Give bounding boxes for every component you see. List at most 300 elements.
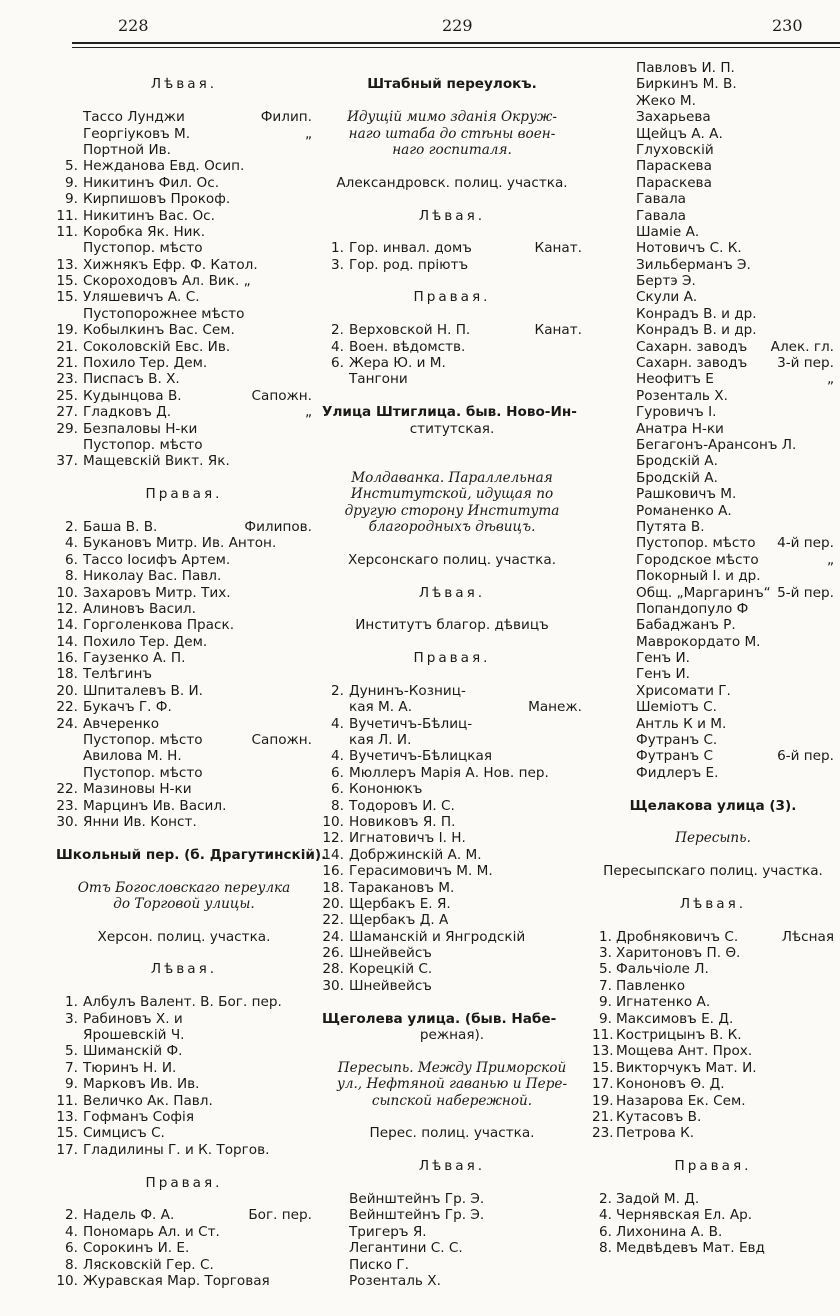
directory-entry bbox=[322, 1191, 582, 1207]
blank-line bbox=[592, 1175, 834, 1191]
entry-name: Шеміотъ С. bbox=[636, 699, 717, 716]
house-number: 8. bbox=[599, 1240, 612, 1257]
section-description: Институтской, идущая по bbox=[350, 486, 554, 503]
directory-entry bbox=[592, 355, 834, 371]
house-number: 16. bbox=[322, 863, 344, 880]
entry-name: Максимовъ Е. Д. bbox=[616, 1010, 734, 1027]
blank-line bbox=[322, 437, 582, 453]
house-number: 9. bbox=[65, 174, 78, 191]
directory-entry bbox=[592, 437, 834, 453]
entry-name: Чернявская Ел. Ар. bbox=[616, 1207, 753, 1224]
house-number: 2. bbox=[331, 682, 344, 699]
blank-line bbox=[592, 912, 834, 928]
house-number: 5. bbox=[599, 961, 612, 978]
blank-line bbox=[322, 388, 582, 404]
entry-name: Дробняковичъ С. bbox=[616, 928, 739, 945]
house-number: 2. bbox=[65, 518, 78, 535]
directory-entry bbox=[592, 175, 834, 191]
directory-entry bbox=[56, 355, 312, 371]
blank-line bbox=[322, 224, 582, 240]
house-number: 15. bbox=[56, 1125, 78, 1142]
entry-name: Фидлеръ Е. bbox=[636, 764, 719, 781]
entry-name: Мащевскій Викт. Як. bbox=[83, 453, 230, 470]
entry-name: Розенталь Х. bbox=[349, 1272, 441, 1289]
directory-entry bbox=[56, 634, 312, 650]
entry-name: Легантини С. С. bbox=[349, 1240, 463, 1257]
entry-name: Жеко М. bbox=[636, 92, 696, 109]
house-number: 1. bbox=[65, 994, 78, 1011]
entry-name: Конрадъ В. и др. bbox=[636, 322, 757, 339]
entry-name: Захарьева bbox=[636, 109, 711, 126]
house-number: 25. bbox=[56, 387, 78, 404]
directory-entry bbox=[56, 748, 312, 764]
directory-entry bbox=[322, 240, 582, 256]
entry-name: Павленко bbox=[616, 977, 686, 994]
entry-name: Пустопор. мѣсто bbox=[83, 436, 203, 453]
directory-entry bbox=[56, 732, 312, 748]
directory-entry bbox=[56, 224, 312, 240]
directory-entry bbox=[592, 93, 834, 109]
house-number: 16. bbox=[56, 650, 78, 667]
entry-name: Шпиталевъ В. И. bbox=[83, 682, 203, 699]
entry-name: Кононовъ Θ. Д. bbox=[616, 1076, 725, 1093]
entry-note: 5-й пер. bbox=[777, 584, 834, 601]
entry-name: Медвѣдевъ Мат. Евд bbox=[616, 1240, 765, 1257]
house-number: 10. bbox=[322, 813, 344, 830]
directory-entry bbox=[592, 1076, 834, 1092]
entry-name: Щейцъ А. А. bbox=[636, 125, 723, 142]
entry-name: Гладилины Г. и К. Торгов. bbox=[83, 1141, 270, 1158]
entry-note: „ bbox=[304, 404, 312, 421]
entry-name: Павловъ И. П. bbox=[636, 60, 735, 76]
entry-name: Кострицынъ В. К. bbox=[616, 1027, 742, 1044]
directory-entry bbox=[322, 732, 582, 748]
house-number: 19. bbox=[592, 1092, 614, 1109]
house-number: 30. bbox=[56, 813, 78, 830]
entry-name: Игнатенко А. bbox=[616, 994, 711, 1011]
directory-entry bbox=[592, 1027, 834, 1043]
directory-entry bbox=[322, 765, 582, 781]
entry-note: Сапожн. bbox=[251, 732, 312, 749]
blank-line bbox=[592, 781, 834, 797]
entry-name: Захаровъ Митр. Тих. bbox=[83, 584, 231, 601]
directory-entry bbox=[322, 257, 582, 273]
blank-line bbox=[56, 863, 312, 879]
house-number: 9. bbox=[599, 1010, 612, 1027]
column-right bbox=[592, 60, 834, 1257]
directory-entry bbox=[592, 568, 834, 584]
directory-entry bbox=[56, 191, 312, 207]
entry-name: Кирпишовъ Прокоф. bbox=[83, 191, 231, 208]
house-number: 28. bbox=[322, 961, 344, 978]
directory-entry bbox=[322, 1207, 582, 1223]
section-label: Лѣвая. bbox=[418, 207, 486, 224]
directory-entry bbox=[56, 519, 312, 535]
entry-name: Шнейвейсъ bbox=[349, 945, 432, 962]
section-label: ститутская. bbox=[409, 420, 495, 437]
house-number: 13. bbox=[56, 1109, 78, 1125]
entry-name: Пустопор. мѣсто bbox=[83, 764, 203, 781]
directory-entry bbox=[592, 552, 834, 568]
directory-entry bbox=[322, 814, 582, 830]
house-number: 11. bbox=[56, 207, 78, 224]
entry-name: Тангони bbox=[349, 371, 408, 388]
entry-name: Неофитъ Е bbox=[636, 371, 714, 388]
house-number: 9. bbox=[65, 1076, 78, 1093]
house-number: 17. bbox=[56, 1141, 78, 1158]
entry-name: Пустопор. мѣсто bbox=[636, 535, 756, 552]
directory-entry bbox=[56, 765, 312, 781]
blank-line bbox=[322, 191, 582, 207]
entry-name: Розенталь Х. bbox=[636, 387, 728, 404]
entry-name: Телѣгинъ bbox=[83, 666, 152, 683]
directory-entry bbox=[56, 1224, 312, 1240]
directory-entry bbox=[322, 781, 582, 797]
directory-entry bbox=[56, 617, 312, 633]
directory-entry bbox=[592, 158, 834, 174]
section-label: Александровск. полиц. участка. bbox=[336, 174, 568, 191]
entry-name: Новиковъ Я. П. bbox=[349, 813, 456, 830]
house-number: 12. bbox=[322, 830, 344, 847]
directory-entry bbox=[592, 388, 834, 404]
blank-line bbox=[56, 470, 312, 486]
house-number: 13. bbox=[56, 256, 78, 273]
directory-entry bbox=[56, 453, 312, 469]
entry-name: Лясковскій Гер. С. bbox=[83, 1256, 214, 1273]
directory-entry bbox=[592, 503, 834, 519]
directory-entry bbox=[56, 1076, 312, 1092]
entry-name: Анатра Н-ки bbox=[636, 420, 724, 437]
entry-name: Нотовичъ С. К. bbox=[636, 240, 742, 257]
section-label: Лѣвая. bbox=[418, 584, 486, 601]
directory-entry bbox=[56, 781, 312, 797]
entry-name: Бабаджанъ Р. bbox=[636, 617, 736, 634]
directory-entry bbox=[56, 158, 312, 174]
entry-name: Параскева bbox=[636, 158, 712, 175]
section-label: Перес. полиц. участка. bbox=[369, 1125, 535, 1142]
entry-name: Бегагонъ-Арансонъ Л. bbox=[636, 436, 797, 453]
section-label: Лѣвая. bbox=[418, 1158, 486, 1175]
entry-name: Викторчукъ Мат. И. bbox=[616, 1059, 757, 1076]
house-number: 7. bbox=[599, 977, 612, 994]
entry-name: Бродскій А. bbox=[636, 469, 718, 486]
house-number: 3. bbox=[65, 1010, 78, 1027]
house-number: 14. bbox=[322, 846, 344, 863]
house-number: 23. bbox=[592, 1125, 614, 1142]
directory-entry bbox=[56, 666, 312, 682]
directory-entry bbox=[592, 961, 834, 977]
directory-entry bbox=[592, 142, 834, 158]
section-description: благородныхъ дѣвицъ. bbox=[368, 518, 536, 535]
house-number: 6. bbox=[65, 551, 78, 568]
entry-name: Сахарн. заводъ bbox=[636, 355, 748, 372]
blank-line bbox=[322, 1142, 582, 1158]
entry-name: Гор. род. пріютъ bbox=[349, 256, 469, 273]
entry-name: Уляшевичъ А. С. bbox=[83, 289, 200, 306]
entry-name: Тассо Іосифъ Артем. bbox=[83, 551, 231, 568]
house-number: 6. bbox=[65, 1240, 78, 1257]
directory-entry bbox=[322, 1240, 582, 1256]
house-number: 27. bbox=[56, 404, 78, 421]
directory-entry bbox=[56, 257, 312, 273]
directory-entry bbox=[592, 601, 834, 617]
entry-name: Похило Тер. Дем. bbox=[83, 633, 208, 650]
directory-entry bbox=[592, 339, 834, 355]
page-number-228: 228 bbox=[118, 16, 149, 35]
directory-entry bbox=[56, 568, 312, 584]
section-description: Пересыпь. bbox=[675, 830, 751, 847]
entry-note: Манеж. bbox=[528, 699, 582, 716]
entry-name: Путята В. bbox=[636, 518, 705, 535]
blank-line bbox=[322, 1043, 582, 1059]
entry-name: Генъ И. bbox=[636, 666, 690, 683]
blank-line bbox=[56, 60, 312, 76]
directory-entry bbox=[592, 1043, 834, 1059]
entry-name: Пустопор. мѣсто bbox=[83, 732, 203, 749]
directory-entry bbox=[56, 289, 312, 305]
directory-entry bbox=[592, 1093, 834, 1109]
entry-name: Футранъ С. bbox=[636, 732, 718, 749]
section-label: Лѣвая. bbox=[150, 76, 218, 93]
entry-name: Скули А. bbox=[636, 289, 698, 306]
entry-name: Гладковъ Д. bbox=[83, 404, 172, 421]
entry-name: Писко Г. bbox=[349, 1256, 409, 1273]
directory-entry bbox=[56, 208, 312, 224]
house-number: 17. bbox=[592, 1076, 614, 1093]
entry-name: Школьный пер. (б. Драгутинскій). bbox=[56, 846, 327, 863]
entry-name: Кутасовъ В. bbox=[616, 1109, 702, 1125]
entry-name: Антль К и М. bbox=[636, 715, 727, 732]
directory-entry bbox=[56, 109, 312, 125]
directory-entry bbox=[56, 175, 312, 191]
entry-name: Гофманъ Софія bbox=[83, 1109, 195, 1125]
directory-entry bbox=[322, 1273, 582, 1289]
directory-entry bbox=[56, 371, 312, 387]
blank-line bbox=[56, 830, 312, 846]
house-number: 5. bbox=[65, 1043, 78, 1060]
entry-name: Симцисъ С. bbox=[83, 1125, 165, 1142]
directory-entry bbox=[56, 1043, 312, 1059]
entry-name: Покорный І. и др. bbox=[636, 568, 761, 585]
directory-entry bbox=[56, 535, 312, 551]
directory-entry bbox=[592, 748, 834, 764]
section-heading: Щелакова улица (3). bbox=[629, 797, 797, 814]
directory-entry bbox=[56, 798, 312, 814]
blank-line bbox=[322, 273, 582, 289]
directory-entry bbox=[56, 273, 312, 289]
blank-line bbox=[592, 880, 834, 896]
directory-entry bbox=[322, 847, 582, 863]
directory-entry bbox=[592, 994, 834, 1010]
directory-entry bbox=[322, 371, 582, 387]
entry-name: Величко Ак. Павл. bbox=[83, 1092, 213, 1109]
entry-name: Кудынцова В. bbox=[83, 387, 182, 404]
directory-entry bbox=[592, 109, 834, 125]
entry-note: Алек. гл. bbox=[770, 338, 834, 355]
house-number: 4. bbox=[331, 748, 344, 765]
directory-entry bbox=[592, 76, 834, 92]
entry-note: 3-й пер. bbox=[777, 355, 834, 372]
entry-name: Никитинъ Вас. Ос. bbox=[83, 207, 215, 224]
entry-name: Хрисомати Г. bbox=[636, 682, 731, 699]
house-number: 8. bbox=[331, 797, 344, 814]
section-description: другую сторону Института bbox=[344, 502, 560, 519]
entry-name: Параскева bbox=[636, 174, 712, 191]
section-description: до Торговой улицы. bbox=[113, 895, 255, 912]
directory-entry bbox=[322, 912, 582, 928]
house-number: 24. bbox=[56, 715, 78, 732]
house-number: 18. bbox=[56, 666, 78, 683]
entry-name: Коробка Як. Ник. bbox=[83, 223, 206, 240]
blank-line bbox=[56, 978, 312, 994]
entry-note: 6-й пер. bbox=[777, 748, 834, 765]
directory-entry bbox=[56, 716, 312, 732]
house-number: 18. bbox=[322, 879, 344, 896]
house-number: 2. bbox=[331, 322, 344, 339]
house-number: 19. bbox=[56, 322, 78, 339]
entry-name: Янни Ив. Конст. bbox=[83, 813, 197, 830]
entry-name: Писпасъ В. Х. bbox=[83, 371, 180, 388]
directory-entry bbox=[592, 978, 834, 994]
header-rule-thick bbox=[72, 42, 840, 44]
directory-entry bbox=[592, 191, 834, 207]
entry-name: Бертэ Э. bbox=[636, 273, 696, 290]
house-number: 1. bbox=[331, 240, 344, 257]
directory-entry bbox=[322, 961, 582, 977]
entry-name: Гор. инвал. домъ bbox=[349, 240, 472, 257]
entry-name: Скороходовъ Ал. Вик. „ bbox=[83, 273, 251, 290]
entry-name: Герасимовичъ М. М. bbox=[349, 863, 493, 880]
house-number: 29. bbox=[56, 420, 78, 437]
directory-entry bbox=[592, 1109, 834, 1125]
entry-name: Николау Вас. Павл. bbox=[83, 568, 222, 585]
section-description: сыпской набережной. bbox=[371, 1092, 533, 1109]
entry-name: Мазиновы Н-ки bbox=[83, 781, 192, 798]
entry-name: Таракановъ М. bbox=[349, 879, 455, 896]
directory-entry bbox=[592, 1240, 834, 1256]
house-number: 37. bbox=[56, 453, 78, 470]
house-number: 20. bbox=[56, 682, 78, 699]
house-number: 10. bbox=[56, 584, 78, 601]
entry-name: Рашковичъ М. bbox=[636, 486, 737, 503]
directory-entry bbox=[592, 208, 834, 224]
directory-entry bbox=[56, 1125, 312, 1141]
directory-entry bbox=[322, 716, 582, 732]
directory-entry bbox=[56, 650, 312, 666]
house-number: 23. bbox=[56, 371, 78, 388]
entry-note: „ bbox=[826, 551, 834, 568]
blank-line bbox=[322, 306, 582, 322]
section-label: Пересыпскаго полиц. участка. bbox=[603, 863, 823, 880]
directory-entry bbox=[592, 322, 834, 338]
house-number: 12. bbox=[56, 600, 78, 617]
directory-entry bbox=[322, 896, 582, 912]
directory-entry bbox=[592, 666, 834, 682]
entry-name: Тассо Лунджи bbox=[83, 109, 185, 126]
entry-name: Назарова Ек. Сем. bbox=[616, 1092, 746, 1109]
blank-line bbox=[322, 535, 582, 551]
entry-note: „ bbox=[826, 371, 834, 388]
house-number: 15. bbox=[56, 273, 78, 290]
blank-line bbox=[322, 634, 582, 650]
entry-note: „ bbox=[304, 125, 312, 142]
entry-name: Авилова М. Н. bbox=[83, 748, 182, 765]
entry-name: Ярошевскій Ч. bbox=[83, 1027, 185, 1044]
directory-entry bbox=[56, 683, 312, 699]
entry-name: Общ. „Маргаринъ“ bbox=[636, 584, 771, 601]
house-number: 22. bbox=[56, 781, 78, 798]
entry-note: Филип. bbox=[260, 109, 312, 126]
entry-name: Биркинъ М. В. bbox=[636, 76, 737, 93]
section-description: Идущій мимо зданія Окруж- bbox=[347, 109, 557, 126]
directory-entry bbox=[56, 994, 312, 1010]
directory-entry bbox=[592, 765, 834, 781]
blank-line bbox=[592, 814, 834, 830]
house-number: 24. bbox=[322, 928, 344, 945]
section-description: Молдаванка. Параллельная bbox=[351, 469, 553, 486]
directory-entry bbox=[56, 1273, 312, 1289]
directory-entry bbox=[56, 306, 312, 322]
directory-entry bbox=[592, 929, 834, 945]
house-number: 4. bbox=[599, 1207, 612, 1224]
entry-name: Журавская Мар. Торговая bbox=[83, 1272, 270, 1289]
section-label: режная). bbox=[419, 1027, 485, 1044]
directory-entry bbox=[56, 552, 312, 568]
entry-name: Глуховскій bbox=[636, 141, 714, 158]
entry-name: Шнейвейсъ bbox=[349, 977, 432, 994]
house-number: 5. bbox=[65, 158, 78, 175]
blank-line bbox=[56, 945, 312, 961]
section-label: Херсон. полиц. участка. bbox=[97, 928, 271, 945]
entry-name: Тодоровъ И. С. bbox=[349, 797, 455, 814]
entry-name: Гавала bbox=[636, 191, 686, 208]
directory-entry bbox=[56, 421, 312, 437]
house-number: 23. bbox=[56, 797, 78, 814]
house-number: 8. bbox=[65, 1256, 78, 1273]
house-number: 30. bbox=[322, 977, 344, 994]
entry-note: Бог. пер. bbox=[248, 1207, 312, 1224]
directory-entry bbox=[322, 322, 582, 338]
house-number: 11. bbox=[592, 1027, 614, 1044]
section-label: Правая. bbox=[145, 486, 223, 503]
house-number: 3. bbox=[331, 256, 344, 273]
house-number: 6. bbox=[331, 764, 344, 781]
blank-line bbox=[322, 453, 582, 469]
directory-entry bbox=[592, 732, 834, 748]
blank-line bbox=[56, 912, 312, 928]
blank-line bbox=[56, 93, 312, 109]
entry-name: Тригеръ Я. bbox=[349, 1223, 427, 1240]
house-number: 14. bbox=[56, 633, 78, 650]
directory-entry bbox=[592, 126, 834, 142]
directory-entry bbox=[322, 945, 582, 961]
house-number: 15. bbox=[56, 289, 78, 306]
directory-entry bbox=[322, 683, 582, 699]
directory-entry bbox=[592, 60, 834, 76]
street-heading bbox=[56, 846, 327, 863]
house-number: 9. bbox=[65, 191, 78, 208]
directory-entry bbox=[56, 1207, 312, 1223]
directory-entry bbox=[592, 683, 834, 699]
directory-entry bbox=[322, 880, 582, 896]
directory-entry bbox=[592, 716, 834, 732]
blank-line bbox=[322, 60, 582, 76]
house-number: 11. bbox=[56, 1092, 78, 1109]
entry-name: Гавала bbox=[636, 207, 686, 224]
house-number: 6. bbox=[331, 355, 344, 372]
directory-entry bbox=[592, 421, 834, 437]
column-middle bbox=[322, 60, 582, 1289]
